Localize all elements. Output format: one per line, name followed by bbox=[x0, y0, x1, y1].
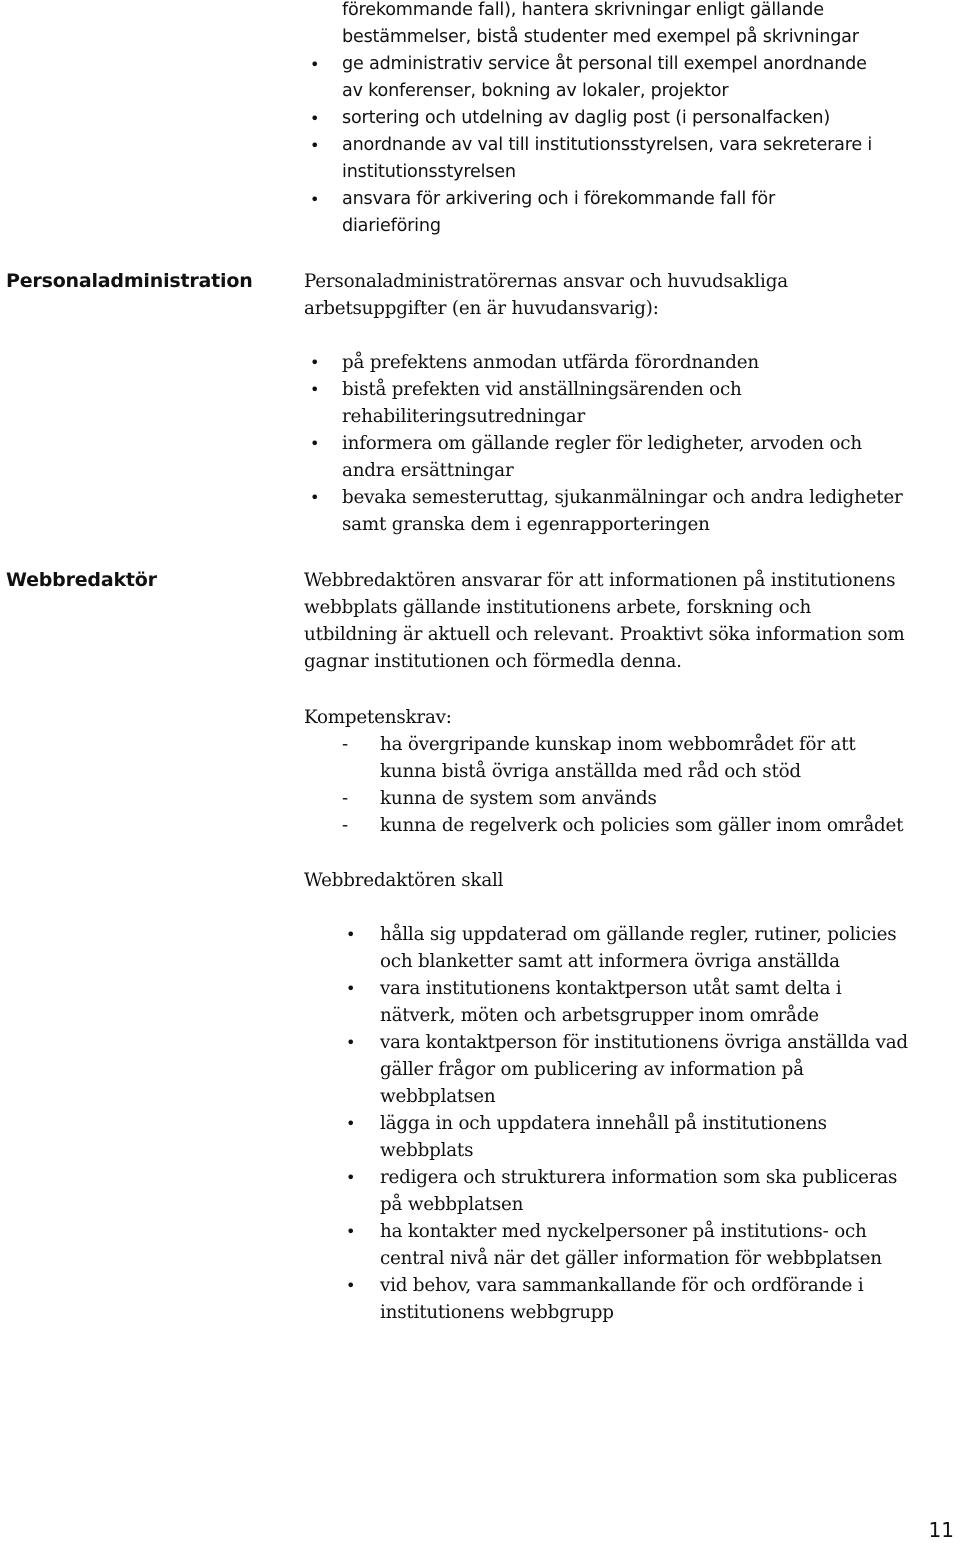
duties-list-block bbox=[304, 921, 956, 1326]
bullet-icon: • bbox=[310, 190, 320, 209]
competence-heading: Kompetenskrav: bbox=[304, 707, 452, 728]
list-item bbox=[304, 105, 956, 132]
list-item-text: lägga in och uppdatera innehåll på institutionens webbplats bbox=[380, 1113, 827, 1161]
bullet-icon: • bbox=[346, 979, 356, 998]
list-item-text: kunna de regelverk och policies som gäller inom området bbox=[380, 815, 904, 836]
list-item bbox=[304, 51, 956, 105]
dash-marker: - bbox=[342, 788, 348, 809]
list-item bbox=[304, 731, 956, 785]
list-item bbox=[304, 349, 956, 376]
bullet-icon: • bbox=[310, 380, 320, 399]
bullet-icon: • bbox=[310, 434, 320, 453]
bullet-icon: • bbox=[346, 1222, 356, 1241]
webb-section bbox=[304, 567, 956, 675]
list-item-text: vara kontaktperson för institutionens övriga anställda vad gäller frågor om publicering av information på webbplatsen bbox=[380, 1032, 908, 1107]
list-item-text: hålla sig uppdaterad om gällande regler, rutiner, policies och blanketter samt att informera övriga anställda bbox=[380, 924, 897, 972]
bullet-icon: • bbox=[310, 353, 320, 372]
continuation-text: förekommande fall), hantera skrivningar enligt gällande bestämmelser, bistå studenter med exempel på skrivningar bbox=[342, 0, 859, 47]
list-item bbox=[304, 132, 956, 186]
duties-section bbox=[304, 867, 956, 894]
list-item-text: vara institutionens kontaktperson utåt samt delta i nätverk, möten och arbetsgrupper inom område bbox=[380, 978, 842, 1026]
list-item-text: ge administrativ service åt personal till exempel anordnande av konferenser, bokning av lokaler, projektor bbox=[342, 54, 867, 101]
list-item-text: på prefektens anmodan utfärda förordnanden bbox=[342, 352, 759, 373]
list-item bbox=[304, 921, 956, 975]
list-item-text: anordnande av val till institutionsstyrelsen, vara sekreterare i institutionsstyrelsen bbox=[342, 135, 873, 182]
list-item-text: vid behov, vara sammankallande för och ordförande i institutionens webbgrupp bbox=[380, 1275, 864, 1323]
dash-marker: - bbox=[342, 815, 348, 836]
page-number: 11 bbox=[928, 1518, 954, 1542]
bullet-icon: • bbox=[310, 136, 320, 155]
list-item-text: sortering och utdelning av daglig post (i personalfacken) bbox=[342, 108, 830, 128]
webb-intro: Webbredaktören ansvarar för att informationen på institutionens webbplats gällande institutionens arbete, forskning och utbildning är aktuell och relevant. Proaktivt söka information som gagnar institutionen och förmedla denna. bbox=[304, 570, 905, 672]
list-item-text: redigera och strukturera information som ska publiceras på webbplatsen bbox=[380, 1167, 898, 1215]
list-item bbox=[304, 376, 956, 430]
list-item bbox=[304, 812, 956, 839]
top-bullet-list bbox=[304, 0, 956, 240]
list-item bbox=[304, 785, 956, 812]
top-section bbox=[304, 0, 956, 240]
personal-section bbox=[304, 268, 956, 322]
list-item-text: bistå prefekten vid anställningsärenden och rehabiliteringsutredningar bbox=[342, 379, 742, 427]
bullet-icon: • bbox=[346, 1033, 356, 1052]
dash-marker: - bbox=[342, 734, 348, 755]
section-label-webb: Webbredaktör bbox=[6, 569, 157, 591]
list-item bbox=[304, 0, 956, 51]
list-item-text: ansvara för arkivering och i förekommande fall för diarieföring bbox=[342, 189, 775, 236]
duties-list bbox=[304, 921, 956, 1326]
list-item bbox=[304, 1218, 956, 1272]
competence-section bbox=[304, 704, 956, 839]
bullet-icon: • bbox=[346, 1276, 356, 1295]
list-item-text: ha kontakter med nyckelpersoner på institutions- och central nivå när det gäller information för webbplatsen bbox=[380, 1221, 882, 1269]
personal-duties bbox=[304, 349, 956, 538]
duties-heading: Webbredaktören skall bbox=[304, 870, 504, 891]
list-item-text: ha övergripande kunskap inom webbområdet för att kunna bistå övriga anställda med råd och stöd bbox=[380, 734, 856, 782]
list-item-text: informera om gällande regler för ledigheter, arvoden och andra ersättningar bbox=[342, 433, 862, 481]
bullet-icon: • bbox=[346, 1168, 356, 1187]
list-item bbox=[304, 430, 956, 484]
list-item-text: bevaka semesteruttag, sjukanmälningar och andra ledigheter samt granska dem i egenrapporteringen bbox=[342, 487, 903, 535]
personal-bullet-list bbox=[304, 349, 956, 538]
list-item bbox=[304, 1272, 956, 1326]
bullet-icon: • bbox=[346, 925, 356, 944]
list-item bbox=[304, 186, 956, 240]
personal-intro: Personaladministratörernas ansvar och huvudsakliga arbetsuppgifter (en är huvudansvarig): bbox=[304, 271, 788, 319]
bullet-icon: • bbox=[310, 488, 320, 507]
list-item bbox=[304, 1029, 956, 1110]
list-item bbox=[304, 1164, 956, 1218]
bullet-icon: • bbox=[310, 109, 320, 128]
competence-list bbox=[304, 731, 956, 839]
list-item-text: kunna de system som används bbox=[380, 788, 657, 809]
bullet-icon: • bbox=[310, 55, 320, 74]
section-label-personal: Personaladministration bbox=[6, 270, 253, 292]
list-item bbox=[304, 484, 956, 538]
list-item bbox=[304, 975, 956, 1029]
list-item bbox=[304, 1110, 956, 1164]
bullet-icon: • bbox=[346, 1114, 356, 1133]
